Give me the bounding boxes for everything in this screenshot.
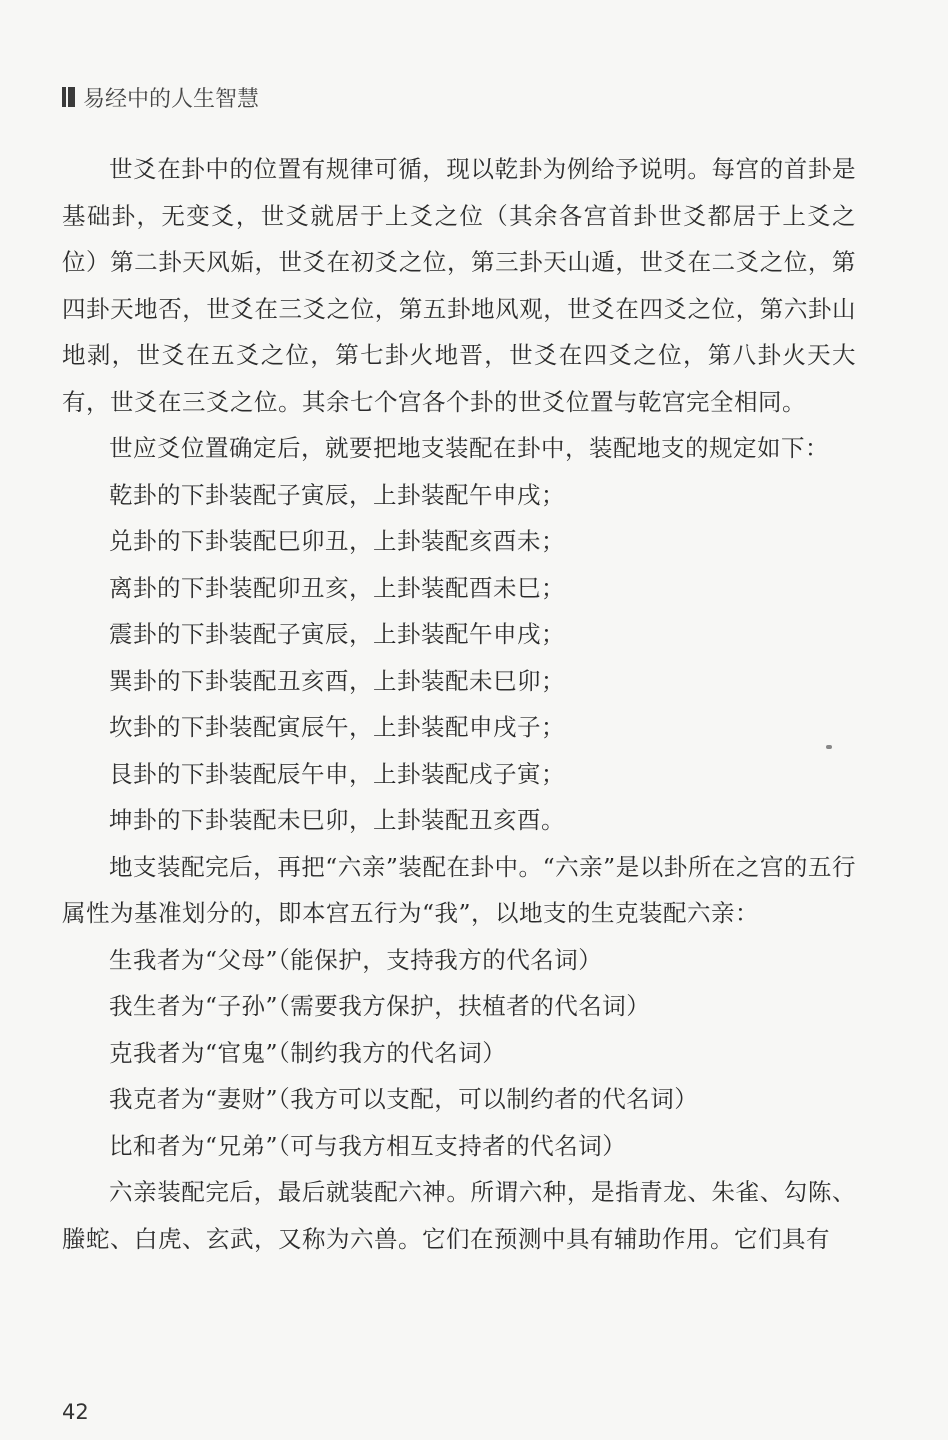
- liuqin-rule-qicai: 我克者为“妻财”（我方可以支配，可以制约者的代名词）: [109, 1085, 699, 1113]
- dizhi-rule-zhen: 震卦的下卦装配子寅辰，上卦装配午申戌；: [109, 620, 565, 648]
- paragraph-liushen: 六亲装配完后，最后就装配六神。所谓六种，是指青龙、朱雀、勾陈、螣蛇、白虎、玄武，又称为六兽。它们在预测中具有辅助作用。它们具有: [62, 1178, 856, 1253]
- liuqin-rule-guangui: 克我者为“官鬼”（制约我方的代名词）: [109, 1038, 507, 1067]
- dizhi-rule-xun: 巽卦的下卦装配丑亥酉，上卦装配未巳卯；: [109, 666, 565, 695]
- dizhi-rule-li: 离卦的下卦装配卯丑亥，上卦装配酉未巳；: [109, 573, 565, 602]
- header-bar-icon: [62, 87, 75, 107]
- liuqin-rule-fumu: 生我者为“父母”（能保护，支持我方的代名词）: [109, 945, 603, 974]
- dizhi-rule-kan: 坎卦的下卦装配寅辰午，上卦装配申戌子；: [109, 713, 565, 741]
- paragraph-shiyao: 世爻在卦中的位置有规律可循，现以乾卦为例给予说明。每宫的首卦是基础卦，无变爻，世爻就居于上爻之位（其余各宫首卦世爻都居于上爻之位）第二卦天风姤，世爻在初爻之位，第三卦天山遁，世爻在二爻之位，第四卦天地否，世爻在三爻之位，第五卦地风观，世爻在四爻之位，第六卦山地剥，世爻在五爻之位，第七卦火地晋，世爻在四爻之位，第八卦火天大有，世爻在三爻之位。其余七个宫各个卦的世爻位置与乾宫完全相同。: [62, 155, 856, 416]
- dizhi-rule-dui: 兑卦的下卦装配巳卯丑，上卦装配亥酉未；: [109, 527, 565, 555]
- scan-speck: [826, 745, 832, 749]
- dizhi-rule-kun: 坤卦的下卦装配未巳卯，上卦装配丑亥酉。: [109, 806, 565, 834]
- dizhi-rule-qian: 乾卦的下卦装配子寅辰，上卦装配午申戌；: [109, 480, 565, 509]
- dizhi-rule-gen: 艮卦的下卦装配辰午申，上卦装配戌子寅；: [109, 759, 565, 788]
- running-header: [62, 82, 259, 112]
- paragraph-liuqin: 地支装配完后，再把“六亲”装配在卦中。“六亲”是以卦所在之宫的五行属性为基准划分的，即本宫五行为“我”，以地支的生克装配六亲：: [62, 852, 856, 927]
- page-number: 42: [62, 1400, 89, 1424]
- liuqin-rule-zisun: 我生者为“子孙”（需要我方保护，扶植者的代名词）: [109, 992, 651, 1020]
- body-text: [62, 146, 856, 1262]
- paragraph-dizhi-intro: 世应爻位置确定后，就要把地支装配在卦中，装配地支的规定如下：: [109, 434, 829, 462]
- book-title: 易经中的人生智慧: [83, 86, 260, 112]
- liuqin-rule-xiongdi: 比和者为“兄弟”（可与我方相互支持者的代名词）: [109, 1131, 627, 1160]
